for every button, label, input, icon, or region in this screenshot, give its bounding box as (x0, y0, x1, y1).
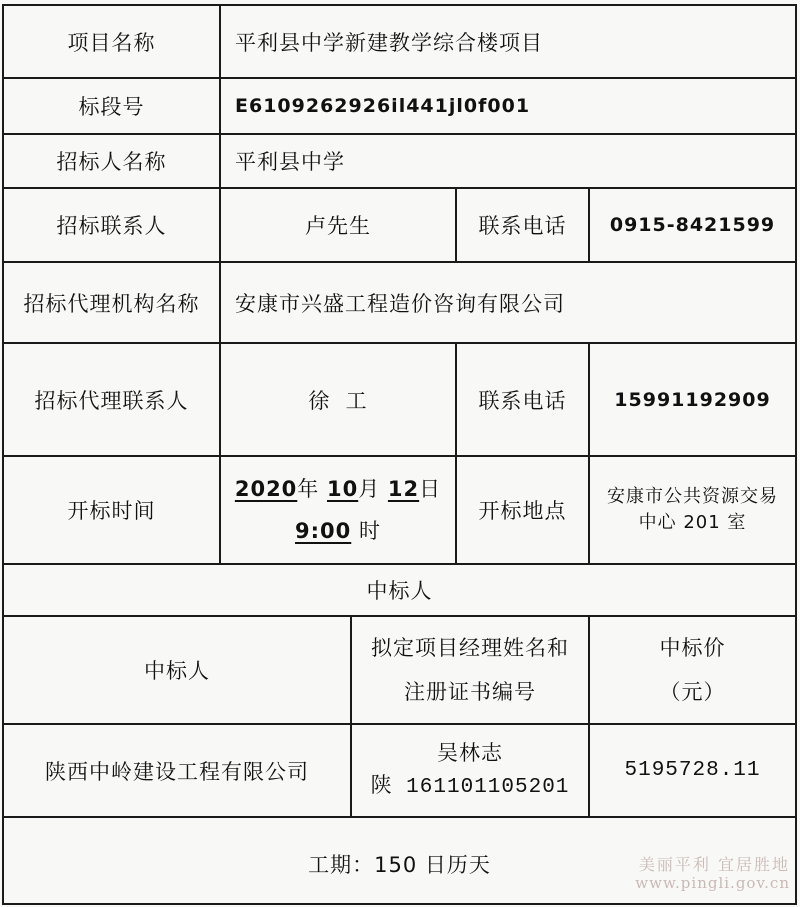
winner-name: 陕西中岭建设工程有限公司 (45, 759, 309, 784)
tender-contact-label: 招标联系人 (56, 214, 167, 238)
open-place-value (590, 457, 795, 563)
watermark-url: www.pingli.gov.cn (635, 874, 790, 892)
open-date (235, 468, 441, 510)
project-name-label: 项目名称 (67, 30, 156, 55)
col-winner-header: 中标人 (144, 659, 210, 683)
open-month: 10 (326, 477, 359, 501)
col-manager-line1: 拟定项目经理姓名和 (371, 635, 569, 660)
phone-value-2: 15991192909 (614, 388, 771, 411)
open-place-line2: 中心 201 室 (638, 512, 747, 533)
open-hour: 9:00 (295, 519, 352, 543)
open-place-label: 开标地点 (478, 499, 567, 523)
duration: 工期：150 日历天 (308, 852, 491, 877)
winner-section-header: 中标人 (366, 579, 433, 603)
tender-contact-value: 卢先生 (305, 214, 371, 238)
col-price-header (590, 617, 795, 723)
day-unit: 日 (419, 477, 442, 501)
phone-label-1: 联系电话 (478, 214, 567, 238)
open-year: 2020 (234, 477, 298, 501)
phone-value-1: 0915-8421599 (609, 214, 776, 236)
col-price-line1: 中标价 (659, 635, 726, 660)
table-border-bottom (2, 903, 796, 905)
agency-value: 安康市兴盛工程造价咨询有限公司 (235, 291, 565, 316)
manager-info (352, 725, 588, 816)
section-no-value: E6109262926il441jl0f001 (235, 95, 531, 117)
hour-unit: 时 (358, 519, 381, 543)
col-manager-header (352, 617, 588, 723)
tenderer-value: 平利县中学 (235, 150, 345, 174)
open-time-value (221, 457, 455, 563)
open-day: 12 (387, 477, 420, 501)
month-unit: 月 (358, 477, 381, 501)
agency-contact-value: 徐 工 (308, 388, 368, 413)
watermark-slogan: 美丽平利 宜居胜地 (638, 855, 790, 874)
project-name-value: 平利县中学新建教学综合楼项目 (235, 30, 543, 55)
section-no-label: 标段号 (78, 95, 145, 119)
open-time-label: 开标时间 (67, 499, 156, 523)
open-hour-line (295, 510, 381, 552)
winner-price: 5195728.11 (624, 759, 761, 782)
tenderer-label: 招标人名称 (56, 150, 167, 174)
col-price-line2: （元） (659, 680, 726, 704)
year-unit: 年 (297, 477, 320, 501)
agency-contact-label: 招标代理联系人 (34, 388, 189, 413)
agency-label: 招标代理机构名称 (23, 291, 200, 316)
phone-label-2: 联系电话 (478, 388, 567, 413)
col-manager-line2: 注册证书编号 (404, 680, 536, 704)
table-border-right (795, 4, 797, 905)
manager-cert: 陕 161101105201 (370, 775, 570, 799)
manager-name: 吴林志 (437, 740, 503, 765)
open-place-line1: 安康市公共资源交易 (607, 485, 778, 507)
